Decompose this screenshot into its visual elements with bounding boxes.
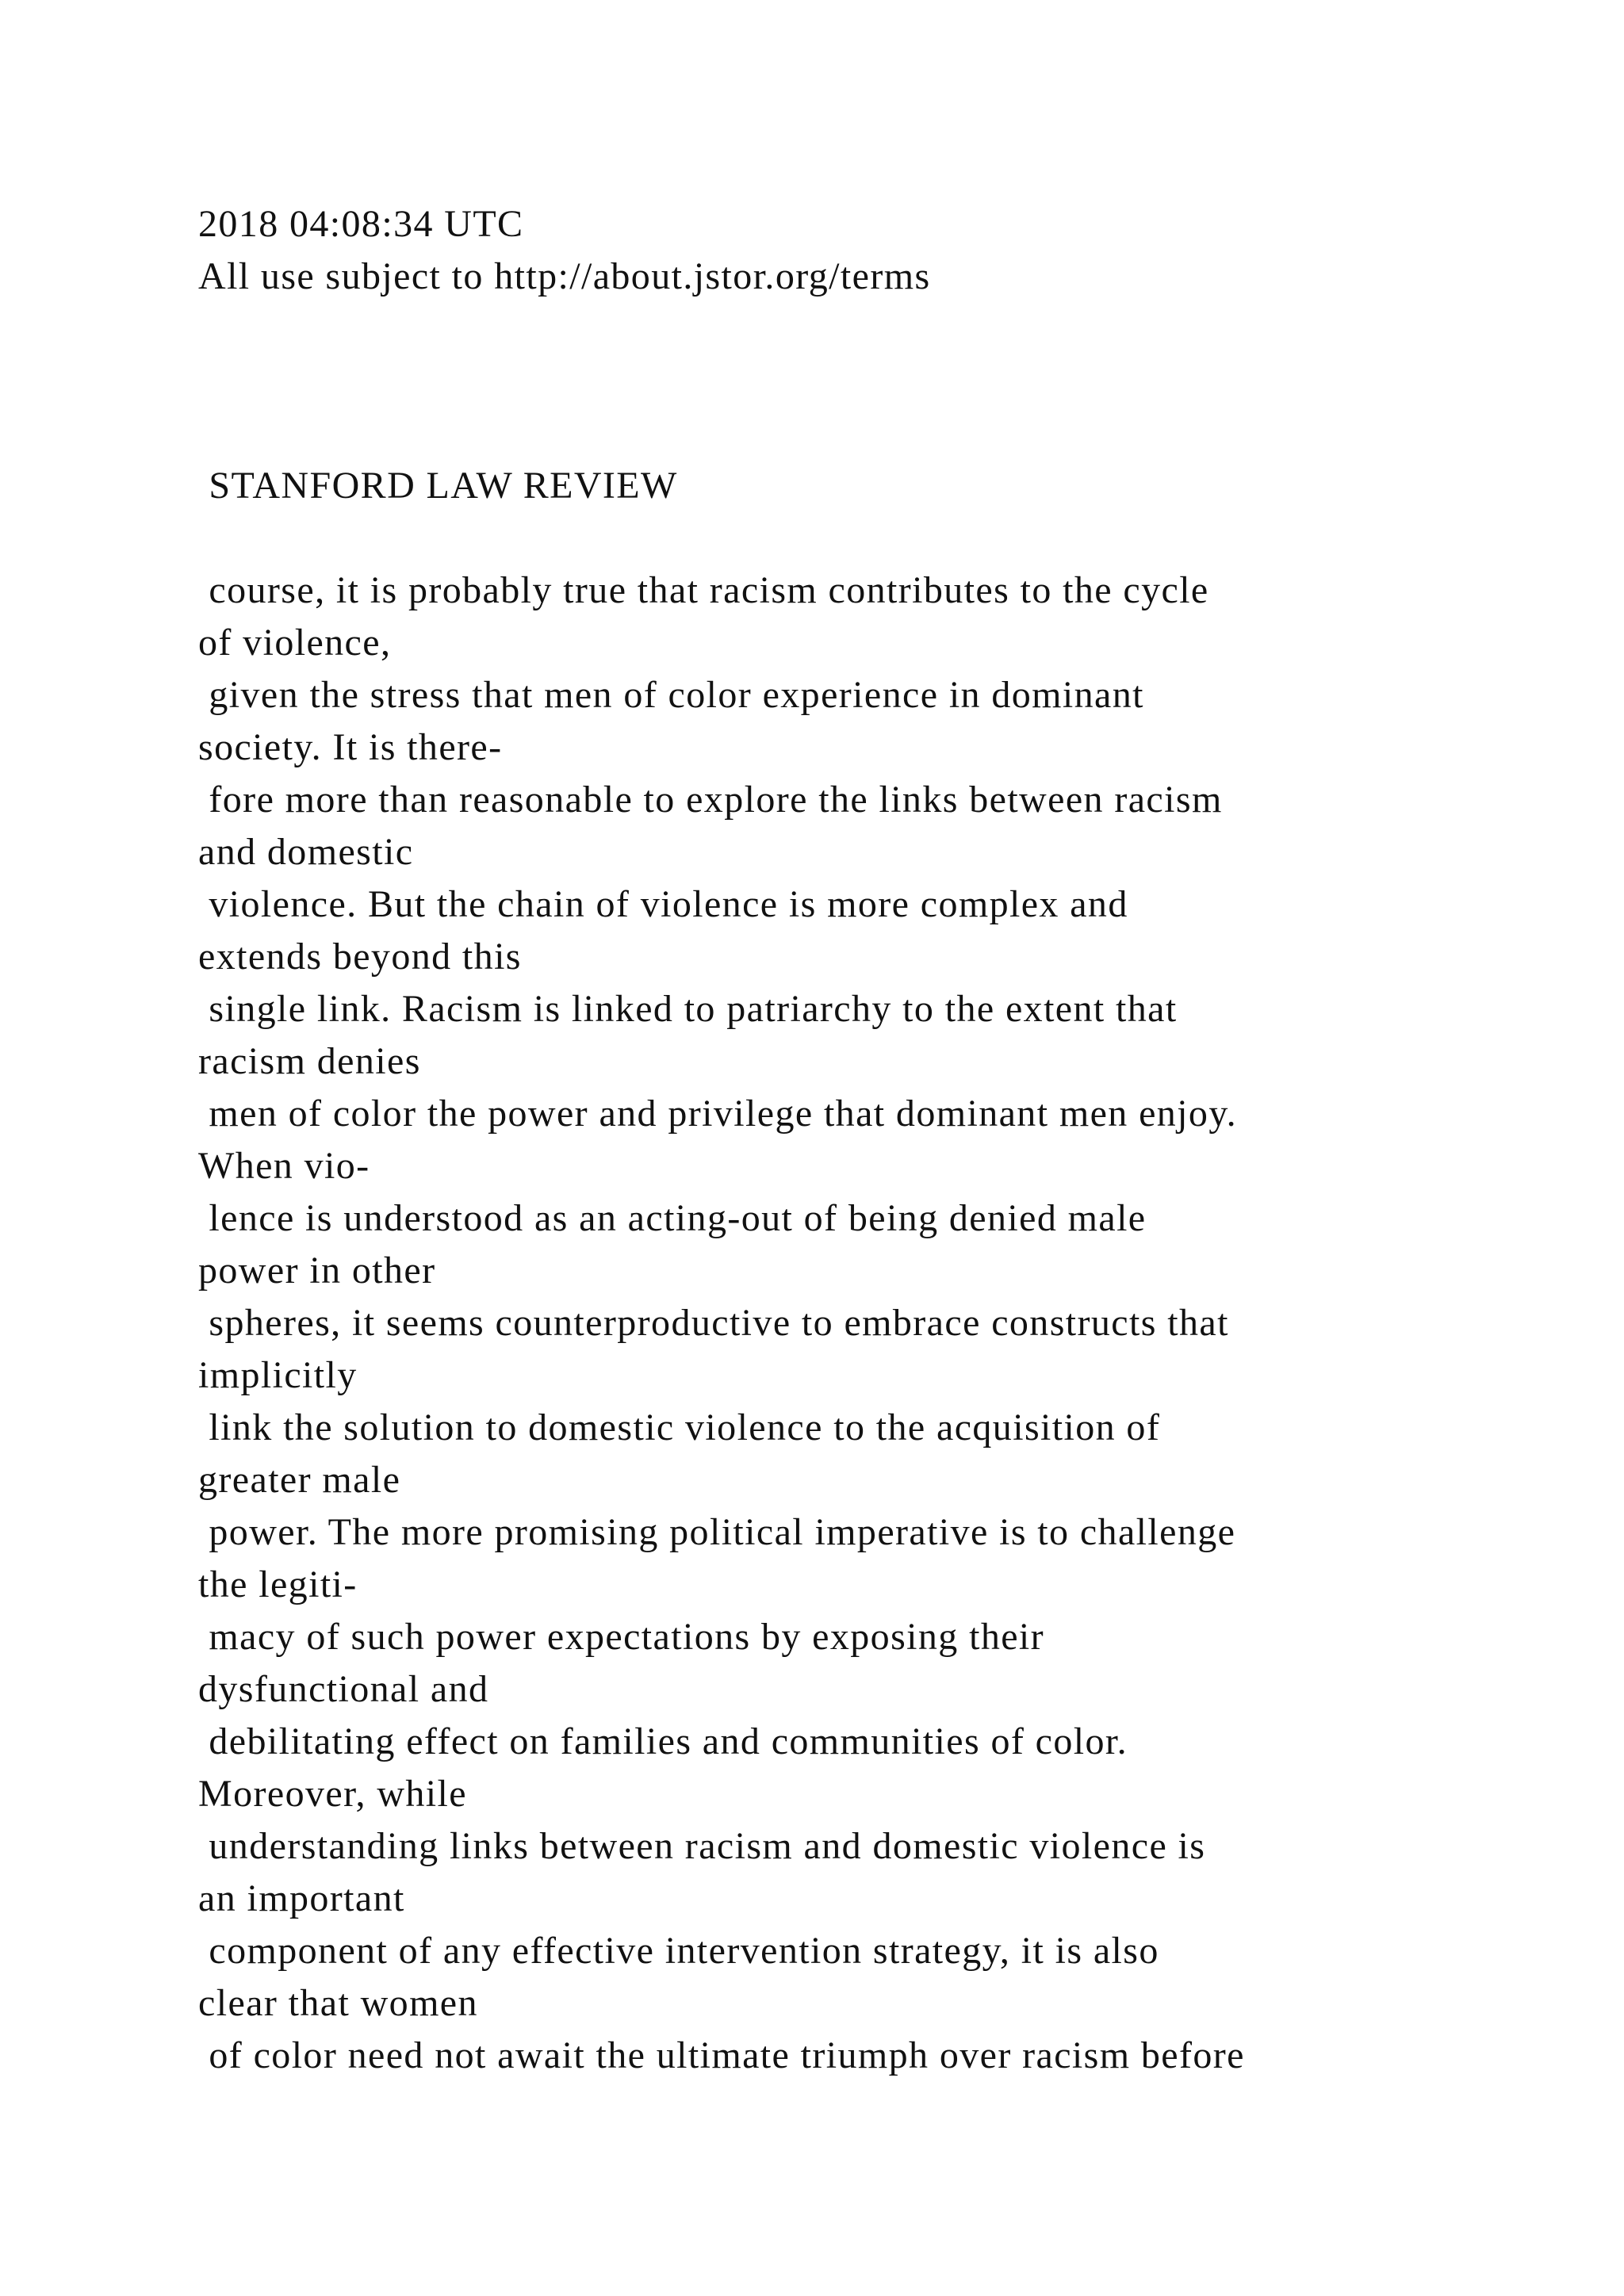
body-line: clear that women xyxy=(198,1982,478,2024)
body-line: fore more than reasonable to explore the links between racism xyxy=(198,779,1223,821)
body-line: power. The more promising political imperative is to challenge xyxy=(198,1511,1236,1553)
body-line: course, it is probably true that racism contributes to the cycle xyxy=(198,569,1209,611)
body-line: violence. But the chain of violence is more complex and xyxy=(198,883,1128,925)
body-line: understanding links between racism and domestic violence is xyxy=(198,1825,1206,1867)
terms-notice: All use subject to http://about.jstor.org/terms xyxy=(198,255,931,297)
body-line: component of any effective intervention strategy, it is also xyxy=(198,1930,1159,1972)
body-line: the legiti- xyxy=(198,1563,358,1605)
body-line: spheres, it seems counterproductive to embrace constructs that xyxy=(198,1302,1229,1344)
body-line: When vio- xyxy=(198,1145,370,1187)
body-line: dysfunctional and xyxy=(198,1668,489,1710)
download-timestamp: 2018 04:08:34 UTC xyxy=(198,203,524,245)
body-line: society. It is there- xyxy=(198,726,503,768)
body-text xyxy=(198,564,1507,2082)
document-page xyxy=(198,198,1507,2082)
body-line: racism denies xyxy=(198,1040,421,1082)
body-line: implicitly xyxy=(198,1354,358,1396)
body-line: of color need not await the ultimate triumph over racism before xyxy=(198,2034,1245,2076)
body-line: extends beyond this xyxy=(198,936,522,978)
body-line: of violence, xyxy=(198,622,392,664)
body-line: given the stress that men of color experience in dominant xyxy=(198,674,1144,716)
body-line: debilitating effect on families and communities of color. xyxy=(198,1720,1128,1762)
body-line: men of color the power and privilege that dominant men enjoy. xyxy=(198,1093,1238,1135)
journal-title-text: STANFORD LAW REVIEW xyxy=(198,465,678,507)
body-line: macy of such power expectations by exposing their xyxy=(198,1616,1045,1658)
body-line: greater male xyxy=(198,1459,401,1501)
body-line: an important xyxy=(198,1877,405,1919)
body-line: link the solution to domestic violence to the acquisition of xyxy=(198,1406,1161,1448)
page-header xyxy=(198,198,1507,303)
body-line: single link. Racism is linked to patriarchy to the extent that xyxy=(198,988,1178,1030)
body-line: power in other xyxy=(198,1249,436,1292)
body-line: lence is understood as an acting-out of being denied male xyxy=(198,1197,1147,1239)
body-line: Moreover, while xyxy=(198,1773,467,1815)
journal-title xyxy=(198,460,1507,512)
body-line: and domestic xyxy=(198,831,414,873)
